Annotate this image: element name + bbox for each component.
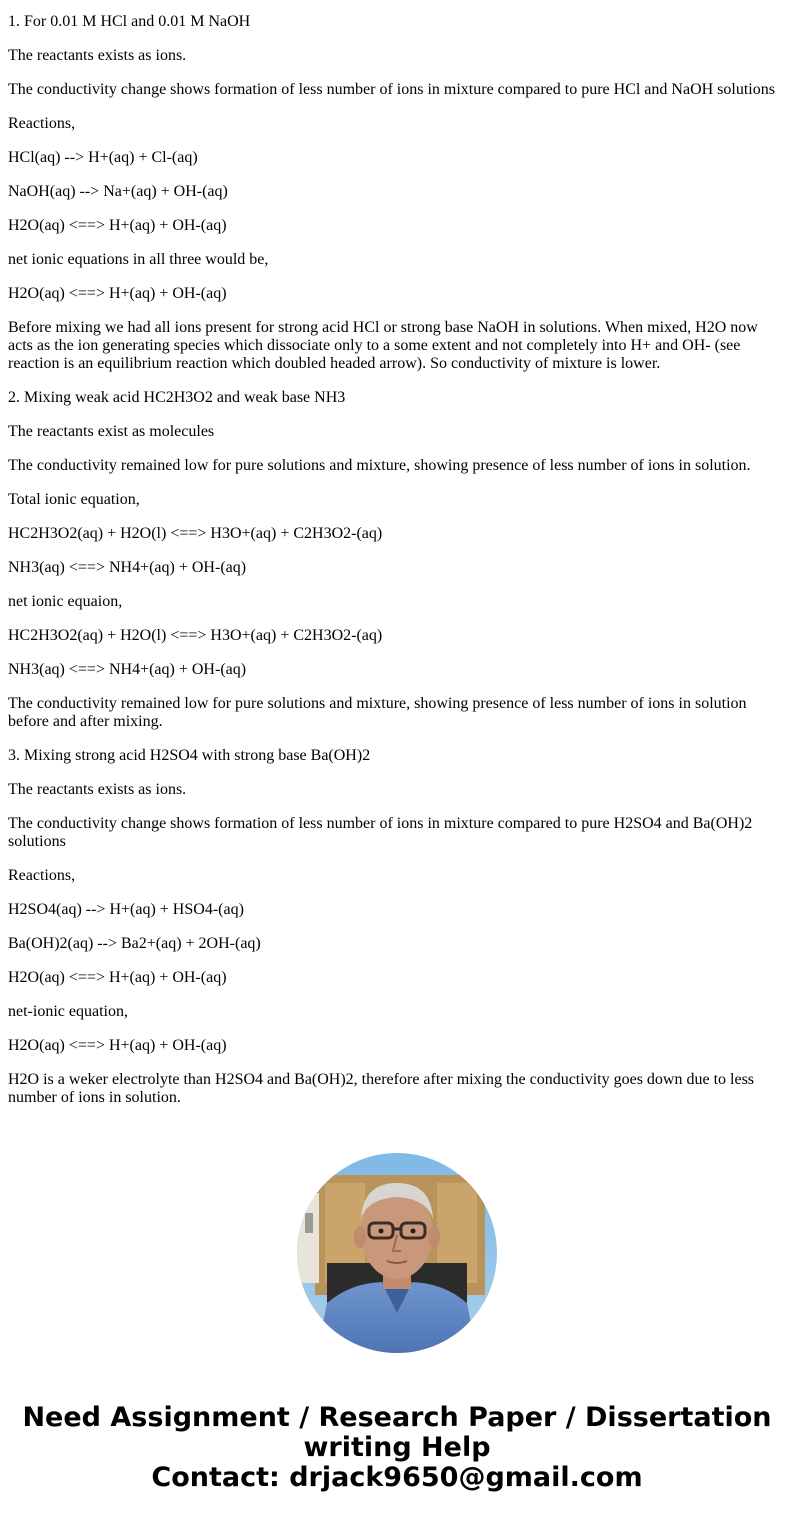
equation: Ba(OH)2(aq) --> Ba2+(aq) + 2OH-(aq) [8, 935, 261, 952]
paragraph: Total ionic equation, [8, 491, 140, 508]
paragraph: net ionic equaion, [8, 593, 123, 610]
equation: H2O(aq) <==> H+(aq) + OH-(aq) [8, 1037, 227, 1054]
paragraph: 1. For 0.01 M HCl and 0.01 M NaOH [8, 13, 251, 30]
equation: NH3(aq) <==> NH4+(aq) + OH-(aq) [8, 661, 247, 678]
paragraph: The reactants exists as ions. [8, 47, 187, 64]
paragraph: Reactions, [8, 115, 76, 132]
equation: HCl(aq) --> H+(aq) + Cl-(aq) [8, 149, 198, 166]
paragraph: 3. Mixing strong acid H2SO4 with strong base Ba(OH)2 [8, 747, 371, 764]
paragraph: Reactions, [8, 867, 76, 884]
equation: NH3(aq) <==> NH4+(aq) + OH-(aq) [8, 559, 247, 576]
paragraph: H2O is a weker electrolyte than H2SO4 and Ba(OH)2, therefore after mixing the conductivity goes down due to less number of ions in solution. [8, 1071, 755, 1106]
promo-contact: Contact: drjack9650@gmail.com [151, 1462, 643, 1493]
paragraph: The conductivity change shows formation of less number of ions in mixture compared to pure HCl and NaOH solutions [8, 81, 775, 98]
author-photo [297, 1153, 497, 1353]
person-portrait-icon [297, 1153, 497, 1353]
paragraph: The reactants exists as ions. [8, 781, 187, 798]
paragraph: The conductivity change shows formation of less number of ions in mixture compared to pure H2SO4 and Ba(OH)2 solutions [8, 815, 753, 850]
promo-banner [0, 1403, 794, 1493]
equation: NaOH(aq) --> Na+(aq) + OH-(aq) [8, 183, 228, 200]
equation: HC2H3O2(aq) + H2O(l) <==> H3O+(aq) + C2H3O2-(aq) [8, 627, 383, 644]
paragraph: 2. Mixing weak acid HC2H3O2 and weak base NH3 [8, 389, 346, 406]
paragraph: The conductivity remained low for pure solutions and mixture, showing presence of less number of ions in solution before and after mixing. [8, 695, 747, 730]
paragraph: net ionic equations in all three would be, [8, 251, 269, 268]
paragraph: Before mixing we had all ions present for strong acid HCl or strong base NaOH in solutions. When mixed, H2O now acts as the ion generating species which dissociate only to a some extent and not completely into H+ and OH- (see reaction is an equilibrium reaction which doubled headed arrow). So conductivity of mixture is lower. [8, 319, 758, 372]
answer-text [8, 13, 786, 1123]
promo-line: writing Help [303, 1432, 491, 1463]
paragraph: net-ionic equation, [8, 1003, 128, 1020]
paragraph: The conductivity remained low for pure solutions and mixture, showing presence of less number of ions in solution. [8, 457, 751, 474]
equation: HC2H3O2(aq) + H2O(l) <==> H3O+(aq) + C2H3O2-(aq) [8, 525, 383, 542]
equation: H2O(aq) <==> H+(aq) + OH-(aq) [8, 285, 227, 302]
paragraph: The reactants exist as molecules [8, 423, 215, 440]
equation: H2SO4(aq) --> H+(aq) + HSO4-(aq) [8, 901, 244, 918]
equation: H2O(aq) <==> H+(aq) + OH-(aq) [8, 969, 227, 986]
equation: H2O(aq) <==> H+(aq) + OH-(aq) [8, 217, 227, 234]
promo-line: Need Assignment / Research Paper / Dissertation [22, 1402, 772, 1433]
